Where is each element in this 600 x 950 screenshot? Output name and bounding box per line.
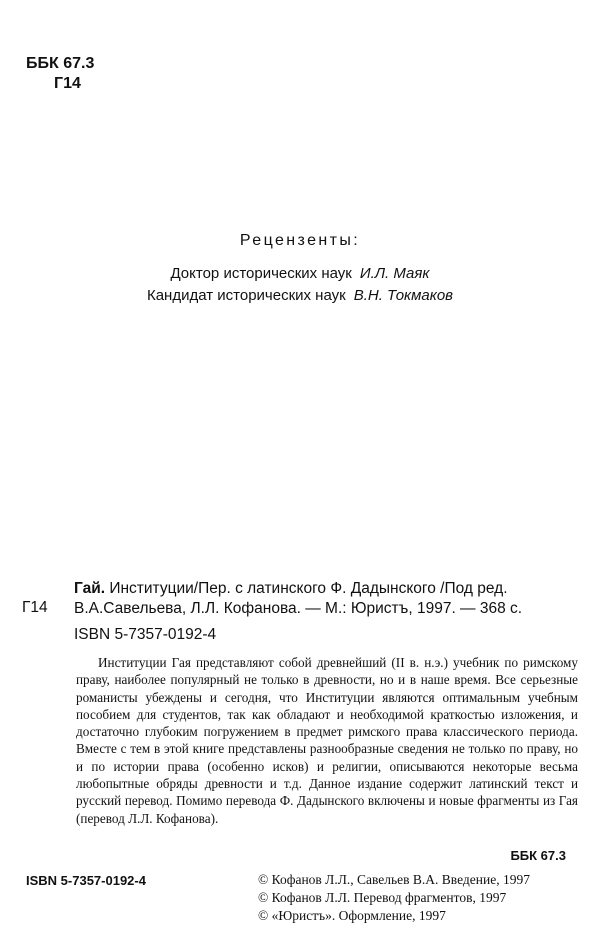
- author-index: Г14: [54, 75, 81, 92]
- copyright-line: © «Юристъ». Оформление, 1997: [258, 908, 446, 923]
- reviewer-title: Кандидат исторических наук: [146, 287, 346, 304]
- reviewer-name: И.Л. Маяк: [359, 265, 430, 282]
- reviewer-1: [0, 264, 600, 284]
- reviewer-2: [0, 286, 600, 306]
- classification-block: [26, 54, 94, 94]
- bbk-code: ББК 67.3: [26, 55, 95, 72]
- card-author: Гай.: [74, 580, 106, 597]
- reviewers-heading: Рецензенты:: [239, 232, 361, 249]
- copyright-list: [258, 871, 530, 925]
- reviewer-name: В.Н. Токмаков: [353, 287, 454, 304]
- card-author-index: Г14: [22, 599, 48, 616]
- card-isbn: ISBN 5-7357-0192-4: [74, 626, 217, 643]
- card-description: Институции/Пер. с латинского Ф. Дадынского /Под ред. В.А.Савельева, Л.Л. Кофанова. — М.: Юристъ, 1997. — 368 с.: [74, 580, 523, 617]
- copyright-line: © Кофанов Л.Л. Перевод фрагментов, 1997: [258, 890, 507, 905]
- bibliographic-description: [74, 579, 574, 619]
- annotation: Институции Гая представляют собой древнейший (II в. н.э.) учебник по римскому праву, наиболее популярный не только в древности, но и в наше время. Все серьезные романисты убеждены и сегодня, что Институции являются оптимальным учебным пособием для студентов, так как обладают и необходимой краткостью изложения, и достаточно глубоким погружением в предмет римского права классического периода. Вместе с тем в этой книге представлены разнообразные сведения не только по праву, но и по истории права (особенно исков) и религии, описываются некоторые весьма любопытные обряды древности и т.д. Данное издание содержит латинский текст и русский перевод. Помимо перевода Ф. Дадынского включены и новые фрагменты из Гая (перевод Л.Л. Кофанова).: [76, 655, 578, 826]
- card-bbk: ББК 67.3: [510, 848, 566, 863]
- reviewer-title: Доктор исторических наук: [170, 265, 352, 282]
- footer-isbn: ISBN 5-7357-0192-4: [26, 873, 146, 888]
- copyright-line: © Кофанов Л.Л., Савельев В.А. Введение, 1997: [258, 872, 530, 887]
